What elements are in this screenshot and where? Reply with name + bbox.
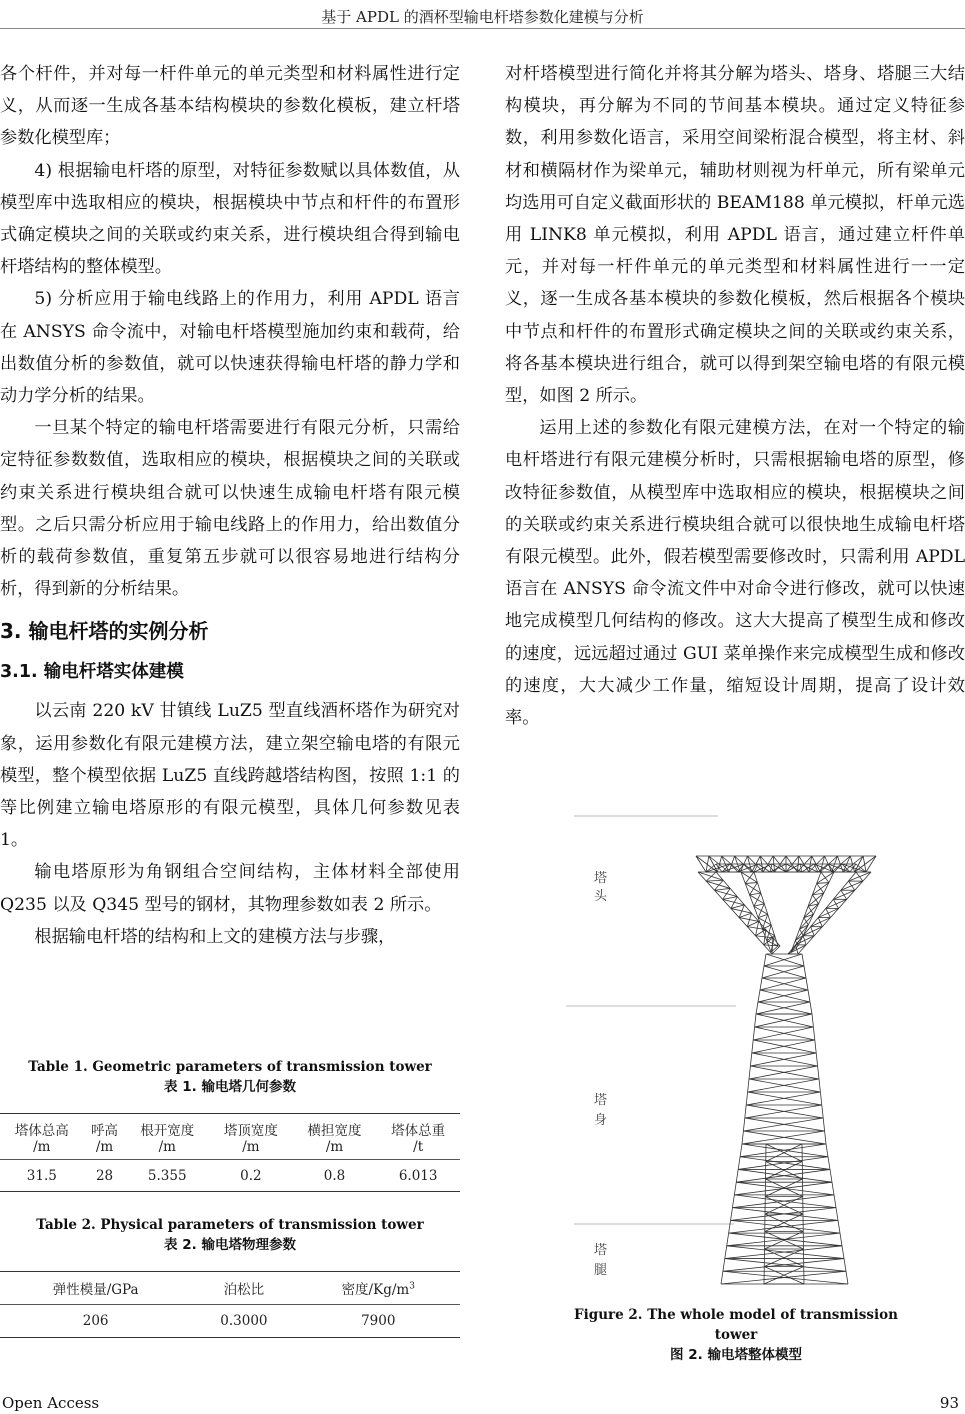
paragraph: 对杆塔模型进行简化并将其分解为塔头、塔身、塔腿三大结构模块，再分解为不同的节间基本模块。通过定义特征参数，利用参数化语言，采用空间梁桁混合模型，将主材、斜材和横隔材作为梁单元，辅助材则视为杆单元，所有梁单元均选用可自定义截面形状的 BEAM188 单元模拟，杆单元选用 LINK8 单元模拟，利用 APDL 语言，通过建立杆件单元，并对每一杆件单元的单元类型和材料属性进行一一定义，逐一生成各基本模块的参数化模板，然后根据各个模块中节点和杆件的布置形式确定模块之间的关联或约束关系，将各基本模块进行组合，就可以得到架空输电塔的有限元模型，如图 2 所示。 <box>505 64 965 407</box>
table2-caption-en: Table 2. Physical parameters of transmission tower <box>36 1217 424 1233</box>
table1-cell: 6.013 <box>376 1160 460 1192</box>
paragraph: 输电塔原形为角钢组合空间结构，主体材料全部使用 Q235 以及 Q345 型号的钢材，其物理参数如表 2 所示。 <box>0 862 460 915</box>
table2-row <box>0 1305 460 1338</box>
section-heading: 3. 输电杆塔的实例分析 <box>0 619 209 644</box>
table1-header: 塔顶宽度 /m <box>209 1114 293 1160</box>
table2-caption <box>0 1215 460 1255</box>
table1-header: 根开宽度 /m <box>125 1114 209 1160</box>
table2-header: 密度$/Kg/m^3$ <box>297 1272 460 1305</box>
table2-header-row <box>0 1272 460 1305</box>
table1 <box>0 1113 460 1192</box>
figure2-caption-en: Figure 2. The whole model of transmission tower <box>574 1307 898 1343</box>
table1-cell: 5.355 <box>125 1160 209 1192</box>
paragraph: 4) 根据输电杆塔的原型，对特征参数赋以具体数值，从模型库中选取相应的模块，根据模块中节点和杆件的布置形式确定模块之间的关联或约束关系，进行模块组合得到输电杆塔结构的整体模型。 <box>0 160 460 278</box>
label-tower-body: 塔 <box>594 1093 608 1108</box>
table1-caption-zh: 表 1. 输电塔几何参数 <box>164 1079 296 1095</box>
table1-header: 横担宽度 /m <box>293 1114 377 1160</box>
table2-caption-zh: 表 2. 输电塔物理参数 <box>164 1237 296 1253</box>
tower-model-figure <box>566 814 908 1292</box>
paragraph: 一旦某个特定的输电杆塔需要进行有限元分析，只需给定特征参数数值，选取相应的模块，根据模块之间的关联或约束关系进行模块组合就可以快速生成输电杆塔有限元模型。之后只需分析应用于输电线路上的作用力，给出数值分析的载荷参数值，重复第五步就可以很容易地进行结构分析，得到新的分析结果。 <box>0 418 460 600</box>
table1-header: 塔体总高 /m <box>0 1114 84 1160</box>
page-number: 93 <box>939 1394 959 1412</box>
label-tower-leg: 腿 <box>594 1263 608 1278</box>
tower-wireframe <box>566 814 908 1292</box>
subsection-heading: 3.1. 输电杆塔实体建模 <box>0 662 184 683</box>
table1-cell: 0.8 <box>293 1160 377 1192</box>
table1-cell: 31.5 <box>0 1160 84 1192</box>
table1-row <box>0 1160 460 1192</box>
header-rule <box>0 28 965 29</box>
paragraph: 各个杆件，并对每一杆件单元的单元类型和材料属性进行定义，从而逐一生成各基本结构模块的参数化模板，建立杆塔参数化模型库； <box>0 64 460 149</box>
table2-header: 弹性模量/GPa <box>0 1272 191 1305</box>
left-column <box>0 58 460 953</box>
footer-open-access: Open Access <box>2 1394 100 1412</box>
table2-cell: 0.3000 <box>191 1305 296 1338</box>
table1-header: 呼高 /m <box>84 1114 126 1160</box>
table1-cell: 28 <box>84 1160 126 1192</box>
table1-header-row <box>0 1114 460 1160</box>
paragraph: 根据输电杆塔的结构和上文的建模方法与步骤， <box>34 926 396 947</box>
paragraph: 以云南 220 kV 甘镇线 LuZ5 型直线酒杯塔作为研究对象，运用参数化有限元建模方法，建立架空输电塔的有限元模型，整个模型依据 LuZ5 直线跨越塔结构图，按照 1:1 的等比例建立输电塔原形的有限元模型，具体几何参数见表 1。 <box>0 701 460 851</box>
paragraph: 5) 分析应用于输电线路上的作用力，利用 APDL 语言在 ANSYS 命令流中，对输电杆塔模型施加约束和载荷，给出数值分析的参数值，就可以快速获得输电杆塔的静力学和动力学分析的结果。 <box>0 289 460 407</box>
table2 <box>0 1271 460 1338</box>
figure2-caption <box>566 1305 906 1365</box>
table2-cell: 206 <box>0 1305 191 1338</box>
paragraph: 运用上述的参数化有限元建模方法，在对一个特定的输电杆塔进行有限元建模分析时，只需根据输电塔的原型，修改特征参数值，从模型库中选取相应的模块，根据模块之间的关联或约束关系进行模块组合就可以很快地生成输电杆塔有限元模型。此外，假若模型需要修改时，只需利用 APDL 语言在 ANSYS 命令流文件中对命令进行修改，就可以快速地完成模型几何结构的修改。这大大提高了模型生成和修改的速度，远远超过通过 GUI 菜单操作来完成模型生成和修改的速度，大大减少工作量，缩短设计周期，提高了设计效率。 <box>505 418 965 729</box>
running-header: 基于 APDL 的酒杯型输电杆塔参数化建模与分析 <box>321 8 644 26</box>
label-tower-body: 身 <box>594 1113 608 1128</box>
figure2-caption-zh: 图 2. 输电塔整体模型 <box>670 1347 802 1363</box>
label-tower-leg: 塔 <box>594 1243 608 1258</box>
label-tower-head: 塔 <box>594 871 608 886</box>
right-column <box>505 58 965 734</box>
table1-caption-en: Table 1. Geometric parameters of transmission tower <box>28 1059 432 1075</box>
table1-caption <box>0 1057 460 1097</box>
label-tower-head: 头 <box>594 889 608 904</box>
table1-cell: 0.2 <box>209 1160 293 1192</box>
table2-cell: 7900 <box>297 1305 460 1338</box>
table2-header: 泊松比 <box>191 1272 296 1305</box>
table1-header: 塔体总重 /t <box>376 1114 460 1160</box>
